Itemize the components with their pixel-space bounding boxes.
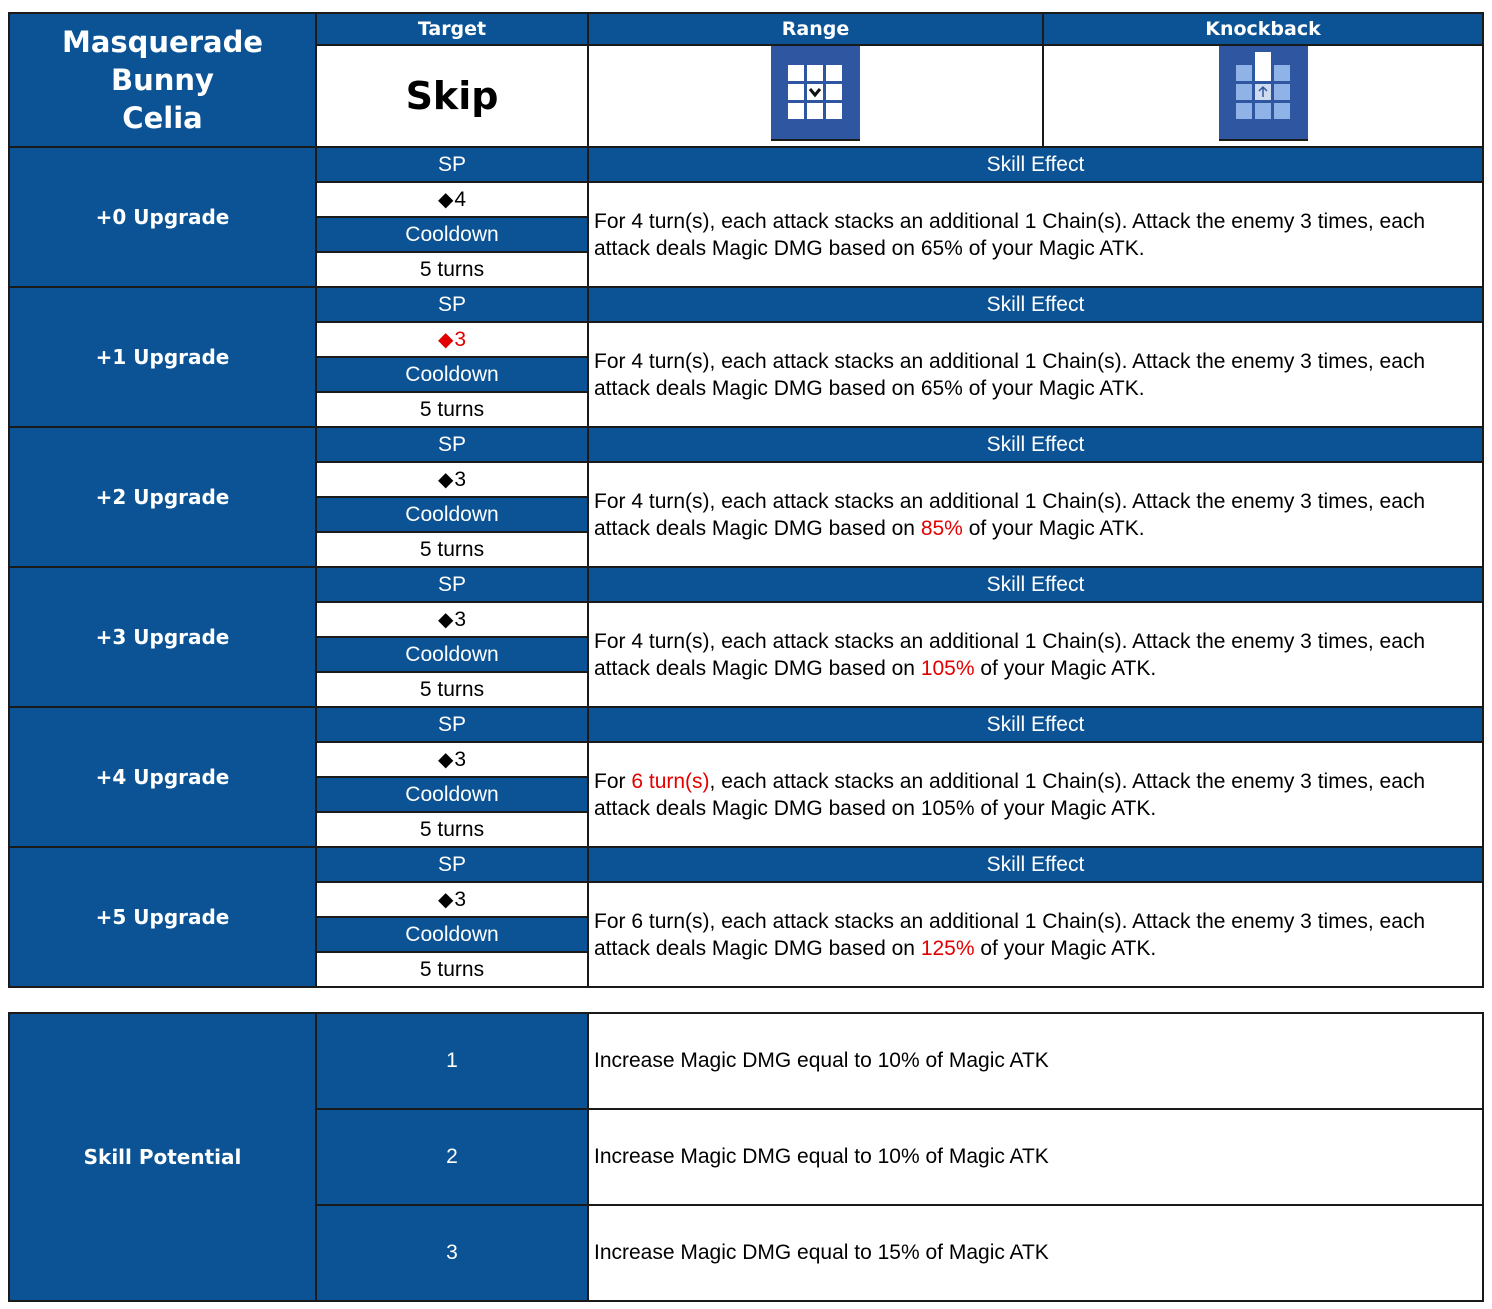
sp-value: [316, 602, 588, 637]
effect-part: of your Magic ATK.: [974, 936, 1157, 960]
sp-number: 3: [454, 888, 467, 911]
cooldown-value: 5 turns: [316, 252, 588, 287]
potential-number: 2: [316, 1109, 588, 1205]
potential-text: Increase Magic DMG equal to 10% of Magic ATK: [588, 1109, 1483, 1205]
effect-part: of your Magic ATK.: [962, 236, 1145, 260]
effect-part: For: [594, 489, 632, 513]
effect-part: of your Magic ATK.: [974, 656, 1157, 680]
sp-number: 3: [454, 468, 467, 491]
upgrade-label: +5 Upgrade: [9, 847, 316, 987]
diamond-icon: ◆: [437, 609, 454, 631]
skill-effect-text: [588, 182, 1483, 287]
diamond-icon: ◆: [437, 889, 454, 911]
cooldown-label: Cooldown: [316, 497, 588, 532]
effect-percent: 85%: [920, 516, 963, 540]
potential-text: Increase Magic DMG equal to 10% of Magic ATK: [588, 1013, 1483, 1109]
sp-value: [316, 322, 588, 357]
cooldown-label: Cooldown: [316, 637, 588, 672]
effect-part: , each attack stacks an additional 1 Chain(s). Attack the enemy 3 times, each attack deals Magic DMG based on: [594, 769, 1426, 820]
effect-part: For: [594, 209, 632, 233]
skill-table: [8, 12, 1484, 988]
skill-effect-label: Skill Effect: [588, 427, 1483, 462]
skill-potential-label: Skill Potential: [9, 1013, 316, 1301]
effect-part: , each attack stacks an additional 1 Chain(s). Attack the enemy 3 times, each attack deals Magic DMG based on: [594, 349, 1426, 400]
diamond-icon: ◆: [437, 329, 454, 351]
target-value: Skip: [316, 45, 588, 147]
effect-duration: 4 turn(s): [631, 489, 710, 513]
skill-effect-text: [588, 742, 1483, 847]
skill-effect-label: Skill Effect: [588, 567, 1483, 602]
sp-label: SP: [316, 707, 588, 742]
effect-part: For: [594, 349, 632, 373]
effect-part: , each attack stacks an additional 1 Chain(s). Attack the enemy 3 times, each attack deals Magic DMG based on: [594, 489, 1426, 540]
effect-duration: 6 turn(s): [631, 909, 710, 933]
sp-value: [316, 882, 588, 917]
skill-effect-text: [588, 462, 1483, 567]
upgrade-label: +4 Upgrade: [9, 707, 316, 847]
effect-percent: 65%: [920, 376, 963, 400]
header-knockback: Knockback: [1043, 13, 1483, 45]
effect-percent: 65%: [920, 236, 963, 260]
cooldown-label: Cooldown: [316, 777, 588, 812]
knockback-cell: [1043, 45, 1483, 147]
potential-text: Increase Magic DMG equal to 15% of Magic ATK: [588, 1205, 1483, 1301]
sp-value: [316, 462, 588, 497]
sp-label: SP: [316, 287, 588, 322]
sp-label: SP: [316, 847, 588, 882]
upgrade-label: +0 Upgrade: [9, 147, 316, 287]
skill-potential-table: [8, 1012, 1484, 1302]
cooldown-value: 5 turns: [316, 672, 588, 707]
sp-number: 4: [454, 188, 467, 211]
effect-part: of your Magic ATK.: [974, 796, 1157, 820]
effect-part: , each attack stacks an additional 1 Chain(s). Attack the enemy 3 times, each attack deals Magic DMG based on: [594, 209, 1426, 260]
cooldown-value: 5 turns: [316, 952, 588, 987]
effect-percent: 105%: [920, 656, 975, 680]
cooldown-label: Cooldown: [316, 217, 588, 252]
skill-effect-label: Skill Effect: [588, 147, 1483, 182]
effect-percent: 125%: [920, 936, 975, 960]
sp-value: [316, 742, 588, 777]
skill-effect-text: [588, 882, 1483, 987]
range-cell: [588, 45, 1043, 147]
cooldown-value: 5 turns: [316, 532, 588, 567]
cooldown-value: 5 turns: [316, 392, 588, 427]
skill-effect-text: [588, 602, 1483, 707]
sp-number: 3: [454, 608, 467, 631]
header-target: Target: [316, 13, 588, 45]
cooldown-value: 5 turns: [316, 812, 588, 847]
skill-effect-label: Skill Effect: [588, 707, 1483, 742]
effect-part: of your Magic ATK.: [962, 516, 1145, 540]
sp-label: SP: [316, 427, 588, 462]
cooldown-label: Cooldown: [316, 357, 588, 392]
potential-number: 1: [316, 1013, 588, 1109]
effect-part: For: [594, 629, 632, 653]
character-name-cell: [9, 13, 316, 147]
sp-value: [316, 182, 588, 217]
effect-part: For: [594, 769, 632, 793]
character-name-line1: Masquerade Bunny: [61, 25, 264, 97]
character-name: [10, 23, 315, 137]
character-name-line2: Celia: [122, 101, 203, 135]
diamond-icon: ◆: [437, 189, 454, 211]
upgrade-label: +3 Upgrade: [9, 567, 316, 707]
effect-percent: 105%: [920, 796, 975, 820]
range-grid-icon: [771, 46, 860, 141]
knockback-grid-icon: [1219, 46, 1308, 141]
effect-part: , each attack stacks an additional 1 Chain(s). Attack the enemy 3 times, each attack deals Magic DMG based on: [594, 629, 1426, 680]
sp-label: SP: [316, 147, 588, 182]
effect-part: , each attack stacks an additional 1 Chain(s). Attack the enemy 3 times, each attack deals Magic DMG based on: [594, 909, 1426, 960]
effect-part: of your Magic ATK.: [962, 376, 1145, 400]
diamond-icon: ◆: [437, 749, 454, 771]
skill-effect-label: Skill Effect: [588, 287, 1483, 322]
effect-duration: 4 turn(s): [631, 349, 710, 373]
cooldown-label: Cooldown: [316, 917, 588, 952]
upgrade-label: +2 Upgrade: [9, 427, 316, 567]
potential-number: 3: [316, 1205, 588, 1301]
skill-effect-label: Skill Effect: [588, 847, 1483, 882]
sp-label: SP: [316, 567, 588, 602]
effect-duration: 4 turn(s): [631, 209, 710, 233]
effect-duration: 6 turn(s): [631, 769, 710, 793]
skill-effect-text: [588, 322, 1483, 427]
effect-duration: 4 turn(s): [631, 629, 710, 653]
sp-number: 3: [454, 328, 467, 351]
upgrade-label: +1 Upgrade: [9, 287, 316, 427]
sp-number: 3: [454, 748, 467, 771]
header-range: Range: [588, 13, 1043, 45]
diamond-icon: ◆: [437, 469, 454, 491]
effect-part: For: [594, 909, 632, 933]
